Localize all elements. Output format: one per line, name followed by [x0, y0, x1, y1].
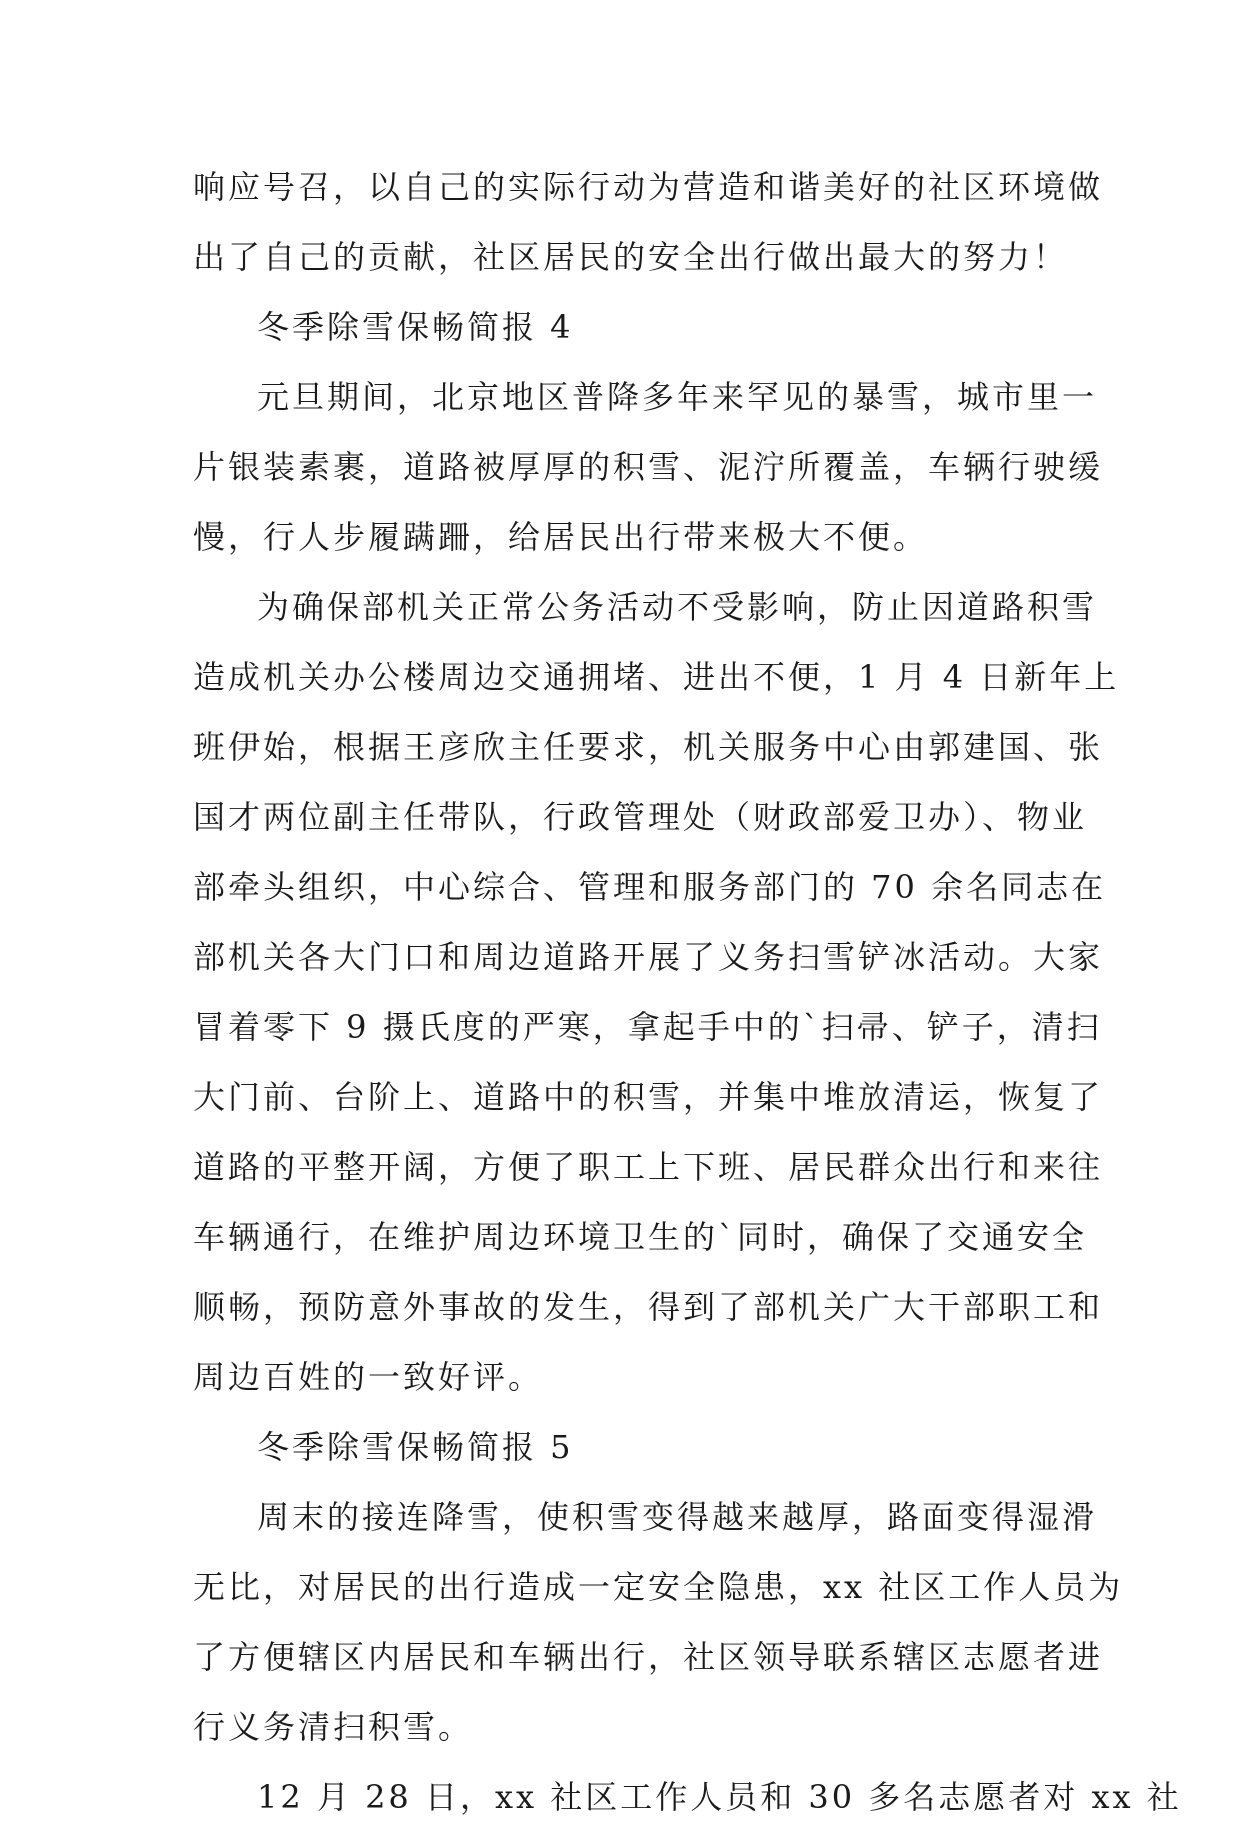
body-text-line: 行义务清扫积雪。 — [193, 1708, 474, 1746]
body-text-line: 部机关各大门口和周边道路开展了义务扫雪铲冰活动。大家 — [193, 938, 1104, 976]
document-page — [193, 152, 1182, 1832]
body-text-line: 慢，行人步履蹒跚，给居民出行带来极大不便。 — [193, 518, 929, 556]
body-text-line: 大门前、台阶上、道路中的积雪，并集中堆放清运，恢复了 — [193, 1078, 1104, 1116]
body-text-line: 造成机关办公楼周边交通拥堵、进出不便，1 月 4 日新年上 — [193, 658, 1120, 696]
body-text-line: 国才两位副主任带队，行政管理处（财政部爱卫办）、物业 — [193, 798, 1088, 836]
body-text-line: 道路的平整开阔，方便了职工上下班、居民群众出行和来往 — [193, 1148, 1104, 1186]
body-text-line: 了方便辖区内居民和车辆出行，社区领导联系辖区志愿者进 — [193, 1638, 1104, 1676]
body-text-line: 周边百姓的一致好评。 — [193, 1358, 544, 1396]
body-text-line: 元旦期间，北京地区普降多年来罕见的暴雪，城市里一 — [257, 378, 1098, 416]
body-text-line: 周末的接连降雪，使积雪变得越来越厚，路面变得湿滑 — [257, 1498, 1098, 1536]
body-text-line: 无比，对居民的出行造成一定安全隐患，xx 社区工作人员为 — [193, 1568, 1124, 1606]
body-text-line: 片银装素裹，道路被厚厚的积雪、泥泞所覆盖，车辆行驶缓 — [193, 448, 1104, 486]
section-heading: 冬季除雪保畅简报 5 — [257, 1428, 574, 1466]
body-text-line: 顺畅，预防意外事故的发生，得到了部机关广大干部职工和 — [193, 1288, 1104, 1326]
body-text-line: 12 月 28 日，xx 社区工作人员和 30 多名志愿者对 xx 社 — [257, 1778, 1182, 1816]
body-text-line: 车辆通行，在维护周边环境卫生的`同时，确保了交通安全 — [193, 1218, 1088, 1256]
body-text-line: 班伊始，根据王彦欣主任要求，机关服务中心由郭建国、张 — [193, 728, 1104, 766]
section-heading: 冬季除雪保畅简报 4 — [257, 308, 574, 346]
body-text-line: 出了自己的贡献，社区居民的安全出行做出最大的努力！ — [193, 238, 1069, 276]
body-text-line: 响应号召，以自己的实际行动为营造和谐美好的社区环境做 — [193, 168, 1104, 206]
body-text-line: 为确保部机关正常公务活动不受影响，防止因道路积雪 — [257, 588, 1098, 626]
body-text-line: 冒着零下 9 摄氏度的严寒，拿起手中的`扫帚、铲子，清扫 — [193, 1008, 1102, 1046]
body-text-line: 部牵头组织，中心综合、管理和服务部门的 70 余名同志在 — [193, 868, 1107, 906]
